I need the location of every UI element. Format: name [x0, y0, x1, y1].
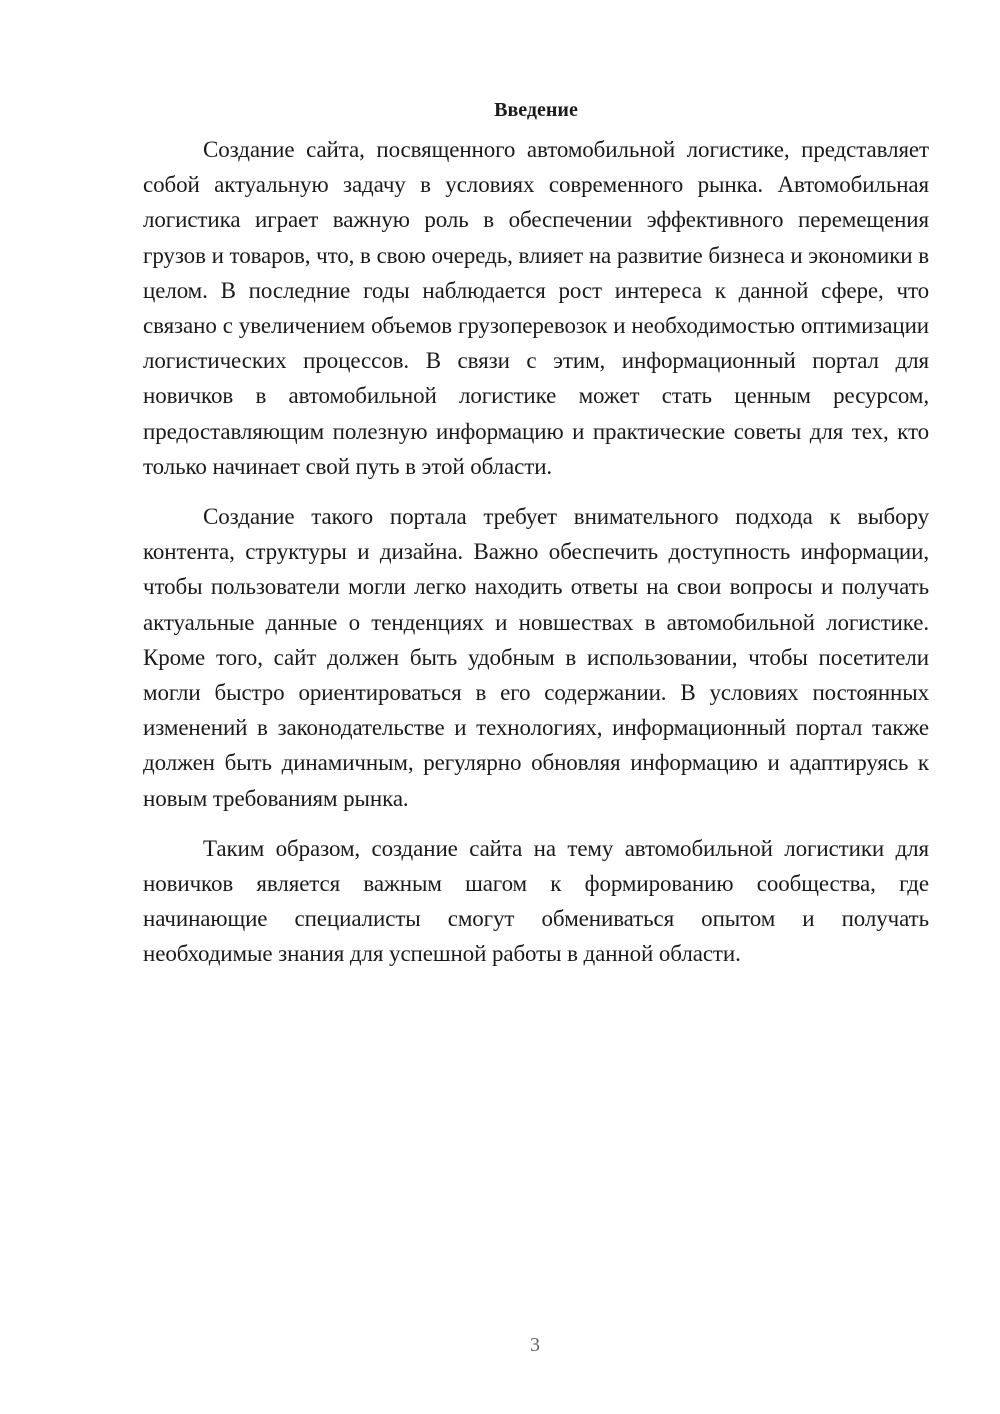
paragraph-2: Создание такого портала требует внимательного подхода к выбору контента, структуры и дизайна. Важно обеспечить доступность информации, чтобы пользователи могли легко находить ответы на свои вопросы и получать актуальные данные о тенденциях и новшествах в автомобильной логистике. Кроме того, сайт должен быть удобным в использовании, чтобы посетители могли быстро ориентироваться в его содержании. В условиях постоянных изменений в законодательстве и технологиях, информационный портал также должен быть динамичным, регулярно обновляя информацию и адаптируясь к новым требованиям рынка. — [143, 504, 929, 811]
page-title: Введение — [494, 99, 578, 121]
paragraph-3: Таким образом, создание сайта на тему автомобильной логистики для новичков является важным шагом к формированию сообщества, где начинающие специалисты смогут обмениваться опытом и получать необходимые знания для успешной работы в данной области. — [143, 835, 929, 967]
paragraph-1: Создание сайта, посвященного автомобильной логистике, представляет собой актуальную задачу в условиях современного рынка. Автомобильная логистика играет важную роль в обеспечении эффективного перемещения грузов и товаров, что, в свою очередь, влияет на развитие бизнеса и экономики в целом. В последние годы наблюдается рост интереса к данной сфере, что связано с увеличением объемов грузоперевозок и необходимостью оптимизации логистических процессов. В связи с этим, информационный портал для новичков в автомобильной логистике может стать ценным ресурсом, предоставляющим полезную информацию и практические советы для тех, кто только начинает свой путь в этой области. — [143, 137, 929, 479]
page-number: 3 — [530, 1334, 540, 1356]
document-page — [143, 96, 929, 987]
